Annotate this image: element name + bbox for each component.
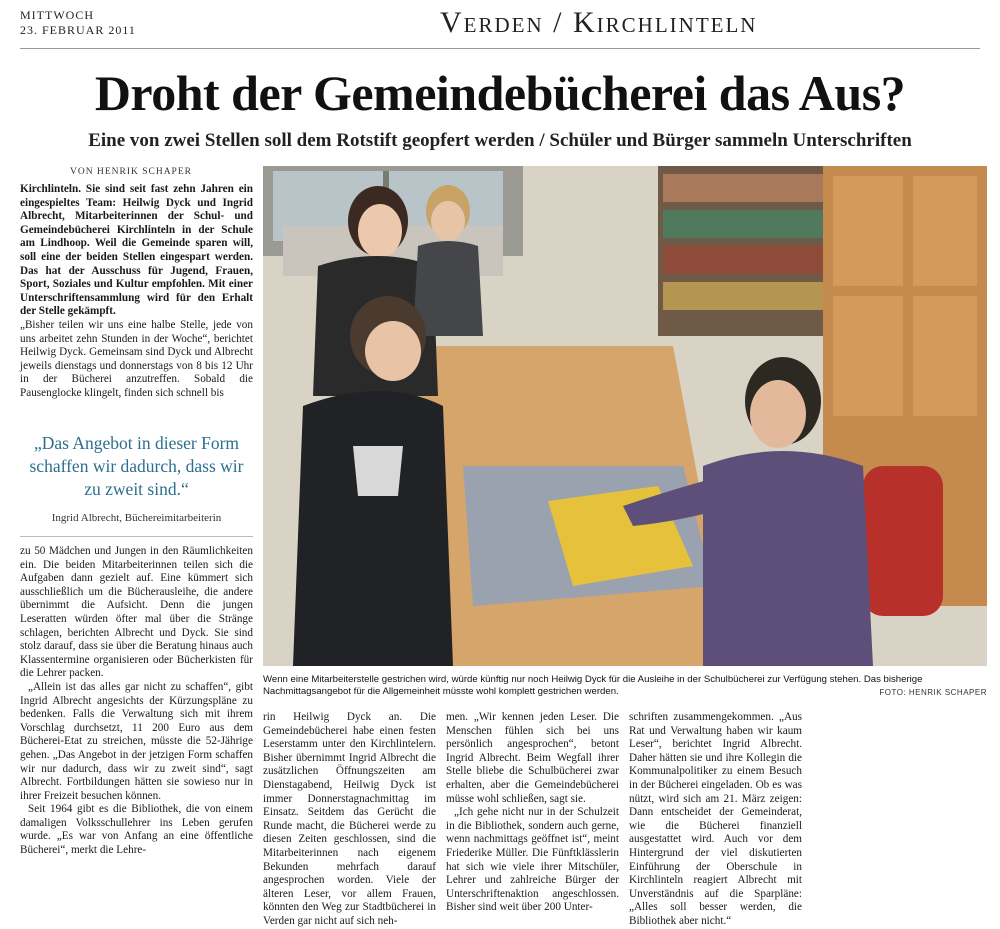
paragraph: „Ich gehe nicht nur in der Schulzeit in die Bibliothek, sondern auch gerne, wenn nachmittags geöffnet ist“, meint Friederike Müller. Die Fünftklässlerin hat sich wie viele ihrer Mitschüler, Lehrer und zahlreiche Bürger der Unterschriftenaktion angeschlossen. Bisher sind weit über 200 Unter- [446,806,619,914]
article-column-1 [20,183,253,413]
subheadline: Eine von zwei Stellen soll dem Rotstift geopfert werden / Schüler und Bürger sammeln Unterschriften [88,130,912,151]
section-title: Verden / Kirchlinteln [440,6,758,39]
article-column-5 [629,711,802,927]
byline: VON HENRIK SCHAPER [70,167,192,177]
date: 23. FEBRUAR 2011 [20,23,136,37]
pull-quote: „Das Angebot in dieser Form schaffen wir dadurch, dass wir zu zweit sind.“ [29,433,244,499]
paragraph: rin Heilwig Dyck an. Die Gemeindebücherei habe einen festen Leserstamm unter den Kirchlintelern. Bisher übernimmt Ingrid Albrecht die zusätzlichen Öffnungszeiten am Dienstagabend, Heilwig Dyck ist immer Donnerstagnachmittag im Einsatz. Seitdem das Gerücht die Runde macht, die Bücherei werde zu diesen Zeiten geschlossen, sind die Mitarbeiterinnen nach eigenem Bekunden mehrfach darauf angesprochen worden. Viele der älteren Leser, vor allem Frauen, könnten den Weg zur Stadtbücherei in Verden gar nicht auf sich neh- [263,711,436,927]
paragraph: men. „Wir kennen jeden Leser. Die Menschen fühlen sich bei uns persönlich angesprochen“, betont Ingrid Albrecht. Beim Wegfall ihrer Stelle bliebe die Schulbücherei zwar erhalten, aber die Gemeindebücherei müsse wohl schließen, sagt sie. [446,711,619,805]
dateline [20,8,136,38]
article-photo [263,166,987,666]
pull-quote-divider [20,536,253,537]
article-column-4 [446,711,619,914]
header-divider [20,48,980,49]
article-column-2 [20,545,253,880]
headline: Droht der Gemeindebücherei das Aus? [94,65,906,121]
paragraph: „Bisher teilen wir uns eine halbe Stelle, jede von uns arbeitet zehn Stunden in der Woche“, berichtet Heilwig Dyck. Gemeinsam sind Dyck und Albrecht jeweils dienstags und donnerstags von 8 bis 12 Uhr in der Bücherei anzutreffen. Sobald die Pausenglocke klingelt, finden sich schnell bis [20,318,253,399]
lead-paragraph: Kirchlinteln. Sie sind seit fast zehn Jahren ein eingespieltes Team: Heilwig Dyck und Ingrid Albrecht, Mitarbeiterinnen der Schul- und Gemeindebücherei Kirchlinteln in der Schule am Lindhoop. Weil die Gemeinde sparen will, soll eine der beiden Stellen eingespart werden. Das hat der Ausschuss für Jugend, Frauen, Sport, Soziales und Kultur empfohlen. Mit einer Unterschriftensammlung wird für den Erhalt der Stelle gekämpft. [20,183,253,318]
photo-caption: Wenn eine Mitarbeiterstelle gestrichen wird, würde künftig nur noch Heilwig Dyck für die Ausleihe in der Schulbücherei zur Verfügung stehen. Das bisherige Nachmittagsangebot für die Allgemeinheit müsste wohl komplett gestrichen werden. [263,674,923,697]
pull-quote-attribution: Ingrid Albrecht, Büchereimitarbeiterin [51,512,222,524]
article-column-3 [263,711,436,927]
paragraph: schriften zusammengekommen. „Aus Rat und Verwaltung haben wir kaum Leser“, berichtet Ingrid Albrecht. Daher hätten sie und ihre Kollegin die Kommunalpolitiker zu einem Besuch in der Bücherei eingeladen. Ob es was nützt, wird sich am 21. März zeigen: Dann entscheidet der Gemeinderat, wie die Bücherei finanziell ausgestattet wird. Auch vor dem Hintergrund der viel diskutierten Einführung der Oberschule in Kirchlinteln reagiert Albrecht mit Unverständnis auf die Sparpläne: „Alles soll besser werden, die Bibliothek aber nicht.“ [629,711,802,927]
paragraph: Seit 1964 gibt es die Bibliothek, die von einem damaligen Volksschullehrer ins Leben gerufen wurde. „Es war von Anfang an eine öffentliche Bücherei“, merkt die Lehre- [20,803,253,857]
weekday: MITTWOCH [20,8,94,22]
library-scene-photo [263,166,987,666]
paragraph: „Allein ist das alles gar nicht zu schaffen“, gibt Ingrid Albrecht angesichts der Kürzungspläne zu bedenken. Falls die Verwaltung sich mit ihrem Vorschlag durchsetzt, 11 200 Euro aus dem Bücherei-Etat zu streichen, müsste die 52-Jährige gehen. „Das Angebot in der jetzigen Form schaffen wir nur dadurch, dass wir zu zweit sind“, sagt Albrecht. Fortbildungen hätten sie sowieso nur in ihrer Freizeit besuchen können. [20,680,253,802]
photo-credit: FOTO: HENRIK SCHAPER [879,688,987,697]
paragraph: zu 50 Mädchen und Jungen in den Räumlichkeiten ein. Die beiden Mitarbeiterinnen teilen sich die Aufgaben dann gezielt auf. Eine kümmert sich ausschließlich um die Bücherausleihe, die andere übernimmt die Aufsicht. Denn die jungen Leseratten würden öfter mal über die Stränge schlagen, berichten Albrecht und Dyck. Sie sind stolz darauf, dass sie über die Beratung hinaus auch Klassentermine organisieren oder Bücherkisten für die Lehrer packen. [20,545,253,680]
